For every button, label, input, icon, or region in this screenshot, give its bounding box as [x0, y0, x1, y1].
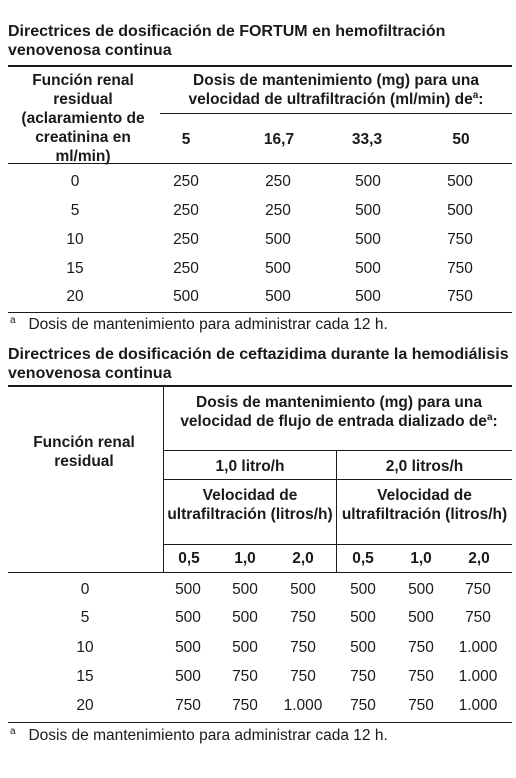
table2-uf-rate: 0,5 — [178, 550, 200, 567]
table1-top-rule — [8, 65, 512, 67]
table1-cell: 500 — [355, 231, 381, 248]
table1-cell: 250 — [173, 231, 199, 248]
table2-flow-2: 2,0 litros/h — [385, 458, 464, 475]
table1-cell: 750 — [447, 231, 473, 248]
table2-cell: 500 — [175, 581, 201, 598]
table2-cell: 500 — [350, 639, 376, 656]
table1-cell: 500 — [447, 202, 473, 219]
table1-cell: 250 — [265, 173, 291, 190]
table2-uf-header-1: Velocidad de ultrafiltración (litros/h) — [167, 487, 333, 523]
table1-cell: 750 — [447, 288, 473, 305]
table2-cell: 750 — [350, 668, 376, 685]
table1-group-header — [160, 71, 512, 109]
table2-group-header-text: Dosis de mantenimiento (mg) para una velocidad de flujo de entrada dializado de — [180, 394, 487, 430]
table1-fn: 5 — [70, 202, 80, 219]
table1-cell: 500 — [265, 231, 291, 248]
table1-title: Directrices de dosificación de FORTUM en hemofiltración venovenosa continua — [8, 23, 446, 59]
table1-rate-33-3: 33,3 — [351, 131, 383, 148]
table2-cell: 500 — [232, 581, 258, 598]
table1-bottom-rule — [8, 312, 512, 313]
table2-cell: 750 — [408, 697, 434, 714]
table1-footnote-mark: a — [10, 314, 16, 326]
table2-uf-header-2: Velocidad de ultrafiltración (litros/h) — [341, 487, 508, 523]
table2-cell: 1.000 — [283, 697, 323, 714]
table2-cell: 1.000 — [458, 697, 498, 714]
table2-group-header-sup: a — [486, 411, 493, 423]
table2-uf-rate: 0,5 — [352, 550, 374, 567]
table2-cell: 500 — [290, 581, 316, 598]
table2-group-rule — [163, 450, 512, 451]
table1-group-header-text: Dosis de mantenimiento (mg) para una velocidad de ultrafiltración (ml/min) de — [188, 72, 479, 108]
table2-cell: 750 — [350, 697, 376, 714]
table2-flow-rule — [163, 479, 512, 480]
table2-uf-rate: 2,0 — [468, 550, 490, 567]
table1-cell: 250 — [173, 260, 199, 277]
table1-footnote-text: Dosis de mantenimiento para administrar cada 12 h. — [28, 316, 388, 333]
table2-cell: 750 — [465, 581, 491, 598]
table2-top-rule — [8, 385, 512, 387]
table1-cell: 500 — [265, 260, 291, 277]
table1-cell: 500 — [265, 288, 291, 305]
table2-header-rule — [8, 572, 512, 573]
table2-group-header — [166, 393, 512, 431]
table1-cell: 500 — [355, 260, 381, 277]
table2-cell: 750 — [175, 697, 201, 714]
table2-flow-1: 1,0 litro/h — [215, 458, 285, 475]
table2-uf-rate: 2,0 — [292, 550, 314, 567]
table1-cell: 250 — [265, 202, 291, 219]
table1-fn: 10 — [66, 231, 84, 248]
table1-group-rule — [160, 113, 512, 114]
table2-cell: 750 — [232, 697, 258, 714]
table1-fn: 15 — [66, 260, 84, 277]
table2-cell: 750 — [290, 668, 316, 685]
table2-cell: 500 — [232, 639, 258, 656]
table2-cell: 500 — [175, 668, 201, 685]
table2-bottom-rule — [8, 722, 512, 723]
table1-fn: 20 — [66, 288, 84, 305]
table1-rate-16-7: 16,7 — [263, 131, 295, 148]
table2-cell: 750 — [290, 609, 316, 626]
table2-cell: 750 — [408, 639, 434, 656]
table1-rate-50: 50 — [452, 131, 470, 148]
table1-group-header-tail: : — [478, 91, 484, 108]
table2-footnote-text: Dosis de mantenimiento para administrar cada 12 h. — [28, 727, 388, 744]
table2-uf-rate: 1,0 — [410, 550, 432, 567]
table2-fn: 10 — [76, 639, 94, 656]
table2-cell: 500 — [350, 609, 376, 626]
table2-cell: 750 — [465, 609, 491, 626]
table2-cell: 1.000 — [458, 639, 498, 656]
table2-cell: 500 — [232, 609, 258, 626]
table1-fn: 0 — [70, 173, 80, 190]
table1-footnote — [10, 315, 388, 334]
table1-rate-5: 5 — [181, 131, 191, 148]
table2-cell: 500 — [350, 581, 376, 598]
table2-title: Directrices de dosificación de ceftazidima durante la hemodiálisis venovenosa continua — [8, 346, 509, 382]
table1-cell: 500 — [173, 288, 199, 305]
table2-cell: 750 — [232, 668, 258, 685]
table1-header-rule — [8, 163, 512, 164]
table1-group-header-sup: a — [472, 89, 479, 101]
table2-fn: 15 — [76, 668, 94, 685]
table2-footnote — [10, 726, 388, 745]
table1-cell: 750 — [447, 260, 473, 277]
table2-cell: 750 — [408, 668, 434, 685]
table2-uf-rate: 1,0 — [234, 550, 256, 567]
table2-uf-rule — [163, 544, 512, 545]
table1-cell: 250 — [173, 202, 199, 219]
table2-fn: 5 — [80, 609, 90, 626]
table1-cell: 250 — [173, 173, 199, 190]
table1-col-header: Función renal residual (aclaramiento de creatinina en ml/min) — [21, 72, 145, 165]
table2-col-header: Función renal residual — [33, 434, 135, 470]
table1-cell: 500 — [355, 288, 381, 305]
table1-cell: 500 — [355, 202, 381, 219]
table2-fn: 0 — [80, 581, 90, 598]
table1-cell: 500 — [355, 173, 381, 190]
table2-cell: 500 — [408, 609, 434, 626]
table1-cell: 500 — [447, 173, 473, 190]
table2-footnote-mark: a — [10, 725, 16, 737]
table2-group-header-tail: : — [492, 413, 498, 430]
table2-cell: 500 — [408, 581, 434, 598]
table2-cell: 500 — [175, 609, 201, 626]
table2-cell: 500 — [175, 639, 201, 656]
table2-cell: 1.000 — [458, 668, 498, 685]
table2-cell: 750 — [290, 639, 316, 656]
table2-fn: 20 — [76, 697, 94, 714]
